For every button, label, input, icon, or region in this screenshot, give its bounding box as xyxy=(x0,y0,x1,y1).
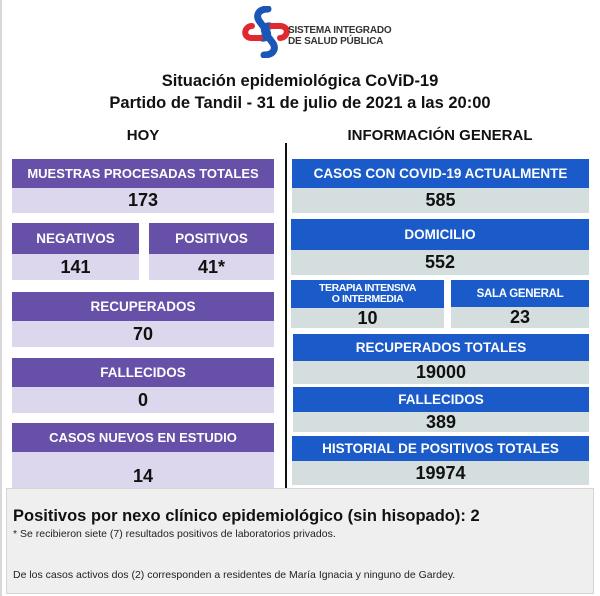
nexo-clinico-text: Positivos por nexo clínico epidemiológico (sin hisopado): 2 xyxy=(13,507,480,525)
page-title: Situación epidemiológica CoViD-19 xyxy=(161,72,439,90)
domicilio-card xyxy=(291,219,589,275)
historial-label: HISTORIAL DE POSITIVOS TOTALES xyxy=(292,436,589,461)
domicilio-label: DOMICILIO xyxy=(291,219,589,250)
muestras-label: MUESTRAS PROCESADAS TOTALES xyxy=(12,159,274,188)
recuperados-label: RECUPERADOS xyxy=(12,292,274,321)
column-divider xyxy=(285,143,287,488)
historial-value: 19974 xyxy=(292,461,589,485)
positivos-card xyxy=(149,223,274,280)
laboratorios-note: * Se recibieron siete (7) resultados positivos de laboratorios privados. xyxy=(13,528,336,540)
muestras-card xyxy=(12,159,274,213)
sala-general-card xyxy=(451,280,589,328)
terapia-label xyxy=(291,280,444,308)
muestras-value: 173 xyxy=(12,188,274,213)
casos-nuevos-card xyxy=(12,423,274,492)
recuperados-value: 70 xyxy=(12,321,274,347)
casos-actuales-value: 585 xyxy=(292,188,589,213)
recuperados-card xyxy=(12,292,274,347)
fallecidos-totales-label: FALLECIDOS xyxy=(293,387,589,412)
logo-line2: DE SALUD PÚBLICA xyxy=(288,36,384,47)
negativos-value: 141 xyxy=(12,254,139,280)
page-subtitle: Partido de Tandil - 31 de julio de 2021 a las 20:00 xyxy=(109,94,491,112)
casos-nuevos-label: CASOS NUEVOS EN ESTUDIO xyxy=(12,423,274,452)
fallecidos-hoy-label: FALLECIDOS xyxy=(12,358,274,387)
positivos-label: POSITIVOS xyxy=(149,223,274,254)
logo-line1: SISTEMA INTEGRADO xyxy=(288,25,392,36)
casos-activos-note: De los casos activos dos (2) corresponden a residentes de María Ignacia y ninguno de Gardey. xyxy=(13,569,456,581)
sala-general-value: 23 xyxy=(451,307,589,328)
terapia-value: 10 xyxy=(291,308,444,328)
recuperados-totales-value: 19000 xyxy=(293,361,589,384)
negativos-card xyxy=(12,223,139,280)
fallecidos-totales-value: 389 xyxy=(293,412,589,432)
fallecidos-hoy-card xyxy=(12,358,274,413)
positivos-value: 41* xyxy=(149,254,274,280)
casos-actuales-label: CASOS CON COVID-19 ACTUALMENTE xyxy=(292,159,589,188)
fallecidos-hoy-value: 0 xyxy=(12,387,274,413)
logo-text xyxy=(288,25,391,47)
terapia-label-line1: TERAPIA INTENSIVA xyxy=(318,282,417,294)
general-heading: INFORMACIÓN GENERAL xyxy=(347,127,533,144)
negativos-label: NEGATIVOS xyxy=(12,223,139,254)
terapia-card xyxy=(291,280,444,328)
hoy-heading: HOY xyxy=(126,127,160,144)
fallecidos-totales-card xyxy=(293,387,589,432)
casos-actuales-card xyxy=(292,159,589,213)
terapia-label-line2: O INTERMEDIA xyxy=(331,293,404,305)
domicilio-value: 552 xyxy=(291,250,589,275)
casos-nuevos-value: 14 xyxy=(12,452,274,492)
footer-notes xyxy=(6,488,594,594)
historial-card xyxy=(292,436,589,485)
recuperados-totales-card xyxy=(293,334,589,384)
recuperados-totales-label: RECUPERADOS TOTALES xyxy=(293,334,589,361)
sala-general-label: SALA GENERAL xyxy=(451,280,589,307)
